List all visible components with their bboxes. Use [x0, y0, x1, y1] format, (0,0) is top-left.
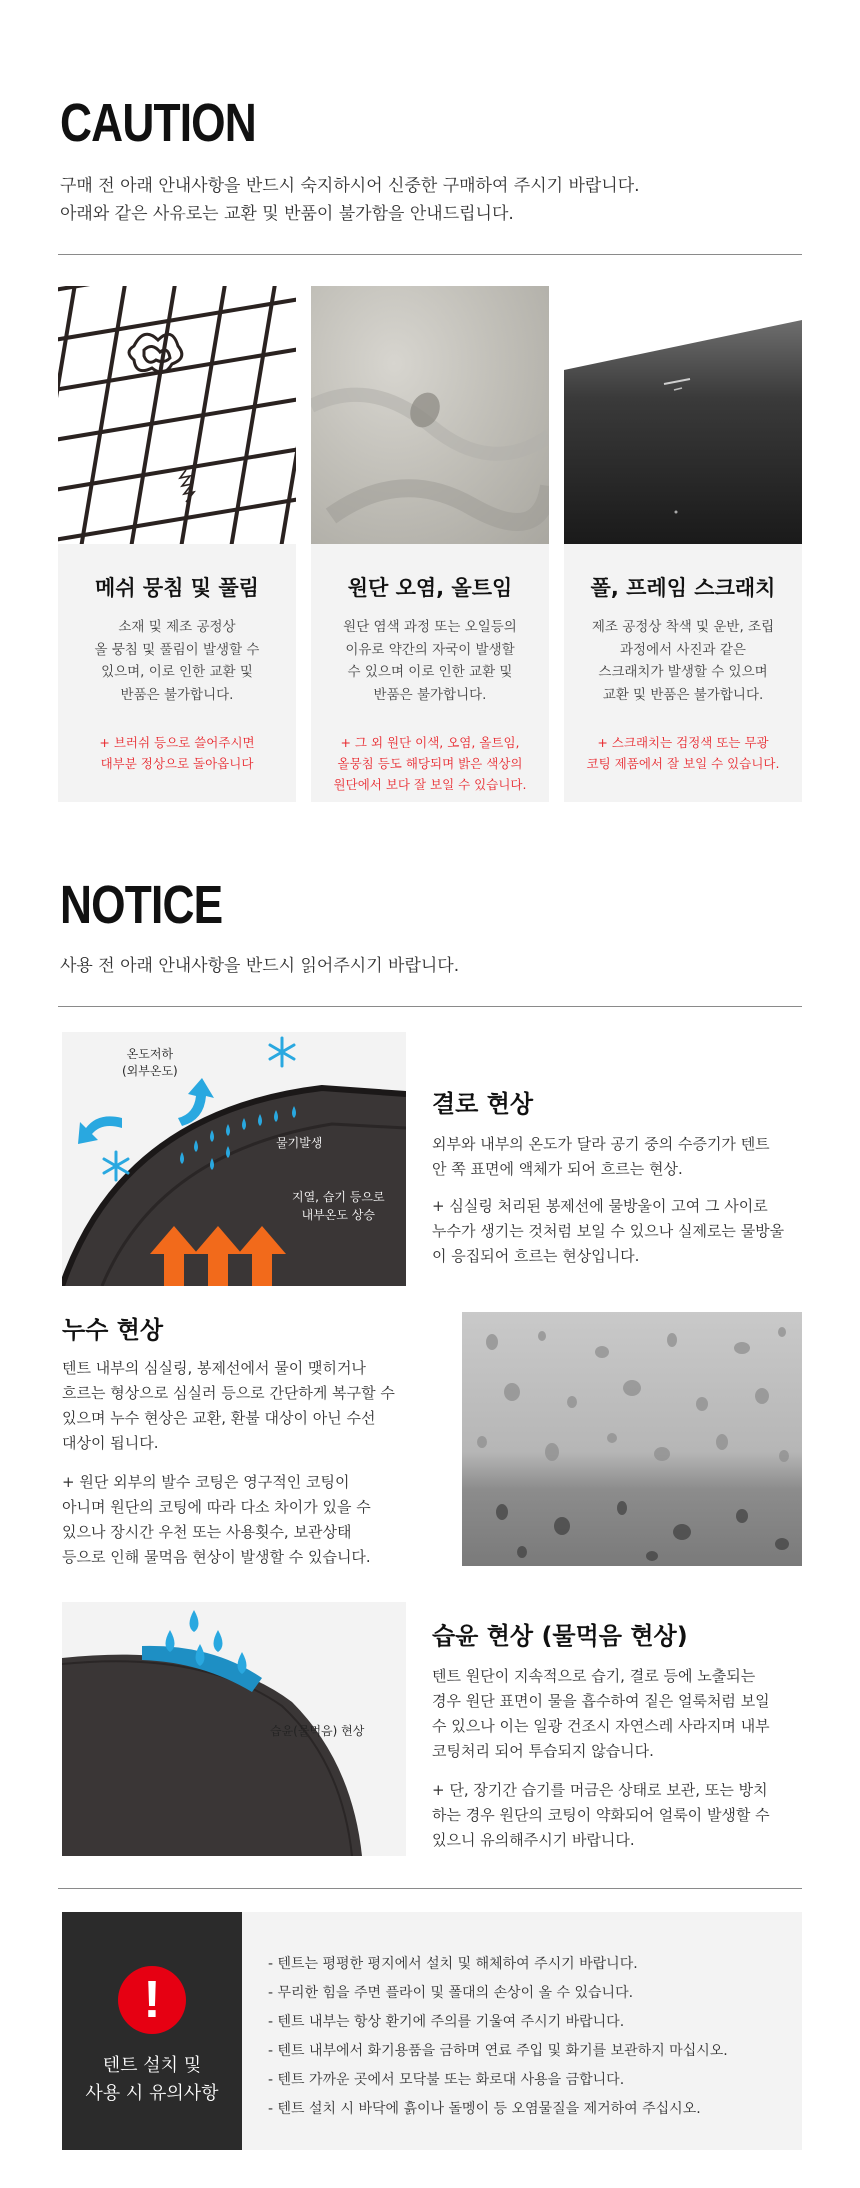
mesh-note-line: + 브러쉬 등으로 쓸어주시면	[99, 735, 255, 750]
diagram-label-vapor: 물기발생	[276, 1136, 323, 1150]
wetting-p2-line: + 단, 장기간 습기를 머금은 상태로 보관, 또는 방치	[432, 1781, 768, 1799]
wetting-paragraph-2	[432, 1778, 770, 1853]
fabric-stain-photo	[311, 286, 549, 544]
mesh-desc-line: 소재 및 제조 공정상	[118, 619, 236, 635]
warning-divider	[58, 1888, 802, 1889]
exclamation-icon: !	[118, 1966, 186, 2034]
caution-intro	[60, 172, 640, 228]
mesh-card-note	[68, 732, 286, 774]
usage-warning-list	[268, 1950, 728, 2124]
mesh-note-line: 대부분 정상으로 돌아옵니다	[100, 756, 254, 771]
caution-intro-line-2: 아래와 같은 사유로는 교환 및 반품이 불가함을 안내드립니다.	[60, 204, 514, 224]
fabric-desc-line: 반품은 불가합니다.	[373, 686, 487, 703]
leak-p1-line: 흐르는 형상으로 심실러 등으로 간단하게 복구할 수	[62, 1384, 395, 1402]
leak-p2-line: 등으로 인해 물먹음 현상이 발생할 수 있습니다.	[62, 1548, 371, 1566]
list-item: - 텐트 내부에서 화기용품을 금하며 연료 주입 및 화기를 보관하지 마십시오.	[268, 2043, 728, 2059]
leak-paragraph-2	[62, 1470, 371, 1570]
wetting-p1-line: 텐트 원단이 지속적으로 습기, 결로 등에 노출되는	[432, 1667, 756, 1685]
pole-note-line: 코팅 제품에서 잘 보일 수 있습니다.	[586, 756, 780, 771]
fabric-desc-line: 원단 염색 과정 또는 오일등의	[343, 619, 517, 635]
wetting-p1-line: 경우 원단 표면이 물을 흡수하여 짙은 얼룩처럼 보일	[432, 1692, 770, 1710]
wetting-diagram	[62, 1602, 406, 1856]
wetting-diagram-label: 습윤(물먹음) 현상	[270, 1724, 365, 1738]
pole-scratch-photo	[564, 286, 802, 544]
condensation-title: 결로 현상	[432, 1090, 534, 1118]
heat-label-line: 내부온도 상승	[301, 1208, 375, 1222]
condensation-paragraph-1	[432, 1132, 770, 1182]
temp-label-line: 온도저하	[126, 1047, 174, 1061]
fabric-desc-line: 이유로 약간의 자국이 발생할	[345, 641, 515, 658]
condensation-diagram	[62, 1032, 406, 1286]
notice-title: NOTICE	[60, 875, 223, 935]
mesh-card-title: 메쉬 뭉침 및 풀림	[95, 576, 259, 600]
leak-paragraph-1	[62, 1356, 395, 1456]
fabric-stain-illustration	[311, 286, 549, 544]
diagram-label-temperature	[122, 1046, 178, 1080]
fabric-card-description	[331, 616, 529, 706]
pole-desc-line: 과정에서 사진과 같은	[620, 641, 746, 658]
usage-warning-box	[62, 1912, 802, 2150]
condensation-p2-line: + 심실링 처리된 봉제선에 물방울이 고여 그 사이로	[432, 1197, 768, 1215]
warning-label-line: 사용 시 유의사항	[85, 2083, 219, 2104]
leak-p1-line: 있으며 누수 현상은 교환, 환불 대상이 아닌 수선	[62, 1409, 376, 1427]
notice-divider	[58, 1006, 802, 1007]
fabric-card-title: 원단 오염, 올트임	[347, 576, 513, 600]
fabric-note-line: 원단에서 보다 잘 보일 수 있습니다.	[333, 777, 527, 792]
caution-card-fabric	[311, 286, 549, 802]
mesh-card-description	[78, 616, 276, 706]
mesh-desc-line: 반품은 불가합니다.	[120, 686, 234, 703]
pole-illustration	[564, 286, 802, 544]
warning-label-line: 텐트 설치 및	[102, 2055, 202, 2076]
pole-card-description	[584, 616, 782, 706]
pole-desc-line: 스크래치가 발생할 수 있으며	[598, 664, 768, 680]
wetting-paragraph-1	[432, 1664, 770, 1764]
water-droplets-photo	[462, 1312, 802, 1566]
condensation-p2-line: 누수가 생기는 것처럼 보일 수 있으나 실제로는 물방울	[432, 1222, 785, 1240]
mesh-grid-illustration	[58, 286, 296, 544]
pole-desc-line: 교환 및 반품은 불가합니다.	[602, 686, 764, 703]
diagram-label-heat	[292, 1188, 385, 1224]
droplets-illustration	[462, 1312, 802, 1566]
caution-intro-line-1: 구매 전 아래 안내사항을 반드시 숙지하시어 신중한 구매하여 주시기 바랍니다.	[60, 176, 640, 196]
condensation-p1-line: 외부와 내부의 온도가 달라 공기 중의 수증기가 텐트	[432, 1135, 770, 1153]
list-item: - 무리한 힘을 주면 플라이 및 폴대의 손상이 올 수 있습니다.	[268, 1985, 634, 2001]
leak-p2-line: 아니며 원단의 코팅에 따라 다소 차이가 있을 수	[62, 1498, 371, 1516]
mesh-desc-line: 있으며, 이로 인한 교환 및	[101, 664, 253, 680]
fabric-note-line: + 그 외 원단 이색, 오염, 올트임,	[340, 735, 520, 750]
condensation-paragraph-2	[432, 1194, 784, 1269]
usage-warning-label	[62, 2052, 242, 2108]
heat-label-line: 지열, 습기 등으로	[292, 1190, 385, 1204]
temp-label-line: (외부온도)	[122, 1064, 178, 1078]
notice-intro: 사용 전 아래 안내사항을 반드시 읽어주시기 바랍니다.	[60, 956, 460, 976]
condensation-illustration	[62, 1032, 406, 1286]
caution-card-mesh	[58, 286, 296, 802]
list-item: - 텐트 설치 시 바닥에 흙이나 돌멩이 등 오염물질을 제거하여 주십시오.	[268, 2101, 701, 2117]
wetting-p1-line: 코팅처리 되어 투습되지 않습니다.	[432, 1742, 654, 1760]
wetting-p1-line: 수 있으나 이는 일광 건조시 자연스레 사라지며 내부	[432, 1717, 770, 1735]
leak-p1-line: 텐트 내부의 심실링, 봉제선에서 물이 맺히거나	[62, 1359, 366, 1377]
caution-divider	[58, 254, 802, 255]
list-item: - 텐트는 평평한 평지에서 설치 및 해체하여 주시기 바랍니다.	[268, 1956, 638, 1972]
condensation-p1-line: 안 쪽 표면에 액체가 되어 흐르는 현상.	[432, 1160, 683, 1178]
wetting-p2-line: 있으니 유의해주시기 바랍니다.	[432, 1831, 635, 1849]
caution-title: CAUTION	[60, 93, 256, 153]
fabric-desc-line: 수 있으며 이로 인한 교환 및	[347, 664, 513, 680]
fabric-card-note	[321, 732, 539, 795]
caution-card-pole	[564, 286, 802, 802]
leak-p2-line: + 원단 외부의 발수 코팅은 영구적인 코팅이	[62, 1473, 350, 1491]
list-item: - 텐트 가까운 곳에서 모닥불 또는 화로대 사용을 금합니다.	[268, 2072, 625, 2088]
leak-p1-line: 대상이 됩니다.	[62, 1434, 159, 1452]
pole-desc-line: 제조 공정상 착색 및 운반, 조립	[591, 619, 775, 635]
condensation-p2-line: 이 응집되어 흐르는 현상입니다.	[432, 1247, 640, 1265]
usage-warning-header	[62, 1912, 242, 2150]
mesh-desc-line: 올 뭉침 및 풀림이 발생할 수	[94, 641, 260, 658]
list-item: - 텐트 내부는 항상 환기에 주의를 기울여 주시기 바랍니다.	[268, 2014, 625, 2030]
wetting-p2-line: 하는 경우 원단의 코팅이 약화되어 얼룩이 발생할 수	[432, 1806, 770, 1824]
pole-card-note	[574, 732, 792, 774]
pole-card-title: 폴, 프레임 스크래치	[590, 576, 776, 600]
fabric-note-line: 올뭉침 등도 해당되며 밝은 색상의	[337, 756, 523, 771]
pole-note-line: + 스크래치는 검정색 또는 무광	[597, 735, 769, 750]
leak-title: 누수 현상	[62, 1316, 164, 1344]
leak-p2-line: 있으나 장시간 우천 또는 사용횟수, 보관상태	[62, 1523, 352, 1541]
wetting-title: 습윤 현상 (물먹음 현상)	[432, 1622, 688, 1650]
mesh-photo	[58, 286, 296, 544]
